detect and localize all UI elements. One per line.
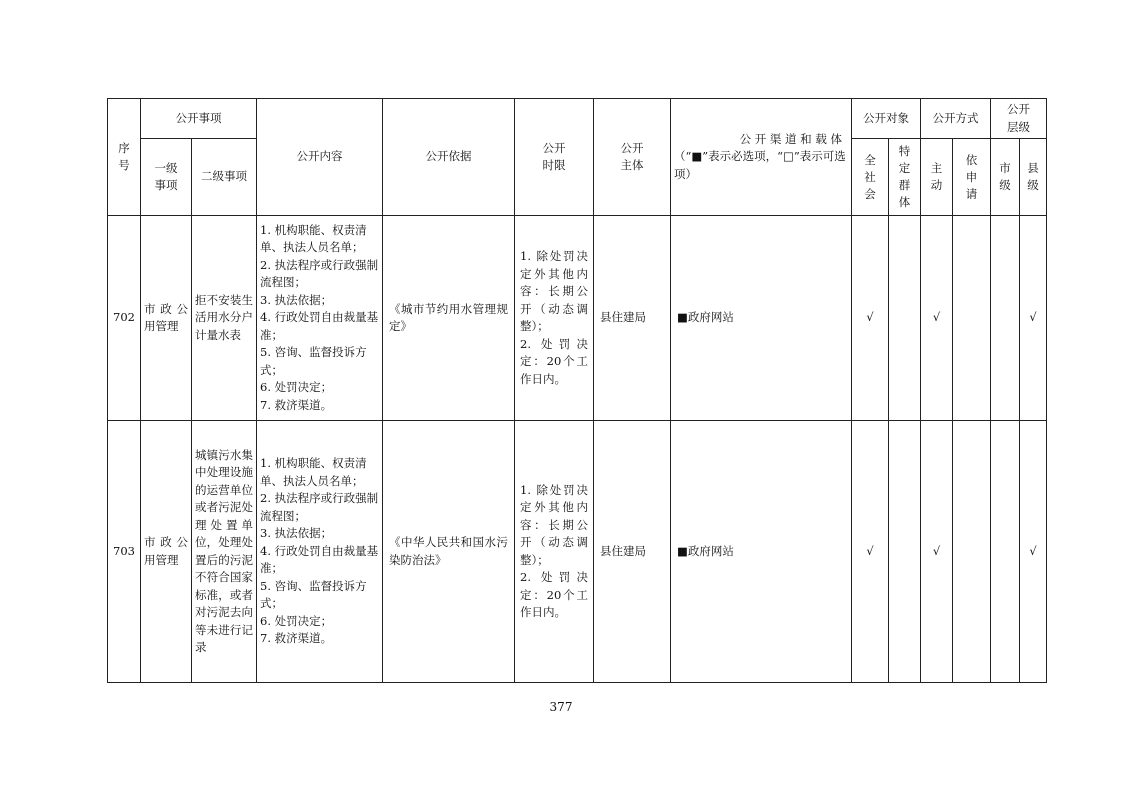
row-mode-active: √ bbox=[921, 421, 953, 683]
row-mode-active: √ bbox=[921, 216, 953, 421]
header-subject: 公开主体 bbox=[594, 99, 671, 216]
row-level-county: √ bbox=[1020, 421, 1047, 683]
header-target-specific: 特定群体 bbox=[889, 139, 921, 216]
header-mode-group: 公开方式 bbox=[921, 99, 991, 139]
content-line: 7. 救济渠道。 bbox=[260, 631, 333, 646]
time-limit-line: 2. 处罚决定：20个工作日内。 bbox=[520, 336, 588, 386]
header-basis: 公开依据 bbox=[383, 99, 515, 216]
row-basis: 《城市节约用水管理规定》 bbox=[383, 216, 515, 421]
row-subject: 县住建局 bbox=[594, 421, 671, 683]
row-seq: 703 bbox=[108, 421, 141, 683]
content-line: 6. 处罚决定； bbox=[260, 380, 333, 395]
row-content bbox=[257, 421, 383, 683]
time-limit-line: 1. 除处罚决定外其他内容：长期公开（动态调整）； bbox=[520, 482, 588, 567]
row-content bbox=[257, 216, 383, 421]
row-time-limit bbox=[515, 216, 594, 421]
content-line: 3. 执法依据； bbox=[260, 292, 333, 307]
page-number: 377 bbox=[549, 700, 573, 714]
content-line: 3. 执法依据； bbox=[260, 526, 333, 541]
header-channel-line1: 公 开 渠 道 和 载 体 bbox=[739, 131, 842, 146]
header-item-group: 公开事项 bbox=[141, 99, 257, 139]
row-level1: 市政公用管理 bbox=[141, 421, 192, 683]
header-channel-line2: （“■”表示必选项，“□”表示可选项） bbox=[674, 149, 846, 181]
content-line: 5. 咨询、监督投诉方式； bbox=[260, 578, 367, 611]
content-line: 1. 机构职能、权责清单、执法人员名单； bbox=[260, 222, 367, 255]
row-target-specific bbox=[889, 421, 921, 683]
header-level-city: 市级 bbox=[991, 139, 1020, 216]
header-target-all: 全社会 bbox=[852, 139, 889, 216]
header-time-limit: 公开时限 bbox=[515, 99, 594, 216]
table-row bbox=[108, 216, 1047, 421]
header-level-county: 县级 bbox=[1020, 139, 1047, 216]
row-level2: 城镇污水集中处理设施的运营单位或者污泥处理处置单位，处理处置后的污泥不符合国家标准，或者对污泥去向等未进行记录 bbox=[192, 421, 257, 683]
content-line: 2. 执法程序或行政强制流程图； bbox=[260, 491, 379, 523]
row-subject: 县住建局 bbox=[594, 216, 671, 421]
row-level1: 市政公用管理 bbox=[141, 216, 192, 421]
header-content: 公开内容 bbox=[257, 99, 383, 216]
row-time-limit bbox=[515, 421, 594, 683]
disclosure-table bbox=[107, 98, 1047, 683]
time-limit-line: 1. 除处罚决定外其他内容：长期公开（动态调整）； bbox=[520, 249, 588, 333]
header-level1: 一级事项 bbox=[141, 139, 192, 216]
header-mode-active: 主动 bbox=[921, 139, 953, 216]
row-target-specific bbox=[889, 216, 921, 421]
row-level2: 拒不安装生活用水分户计量水表 bbox=[192, 216, 257, 421]
header-mode-apply: 依申请 bbox=[953, 139, 991, 216]
content-line: 6. 处罚决定； bbox=[260, 613, 333, 628]
content-line: 5. 咨询、监督投诉方式； bbox=[260, 345, 367, 377]
content-line: 1. 机构职能、权责清单、执法人员名单； bbox=[260, 456, 367, 488]
header-seq: 序号 bbox=[108, 99, 141, 216]
row-channel: ■政府网站 bbox=[671, 421, 852, 683]
row-basis: 《中华人民共和国水污染防治法》 bbox=[383, 421, 515, 683]
row-target-all: √ bbox=[852, 421, 889, 683]
row-seq: 702 bbox=[108, 216, 141, 421]
row-level-county: √ bbox=[1020, 216, 1047, 421]
row-mode-apply bbox=[953, 421, 991, 683]
header-channel bbox=[671, 99, 852, 216]
content-line: 2. 执法程序或行政强制流程图； bbox=[260, 257, 379, 290]
row-level-city bbox=[991, 216, 1020, 421]
header-target-group: 公开对象 bbox=[852, 99, 921, 139]
content-line: 7. 救济渠道。 bbox=[260, 397, 333, 412]
time-limit-line: 2. 处罚决定：20个工作日内。 bbox=[520, 570, 588, 619]
header-level-group: 公开层级 bbox=[991, 99, 1047, 139]
content-line: 4. 行政处罚自由裁量基准； bbox=[260, 310, 379, 342]
row-channel: ■政府网站 bbox=[671, 216, 852, 421]
row-mode-apply bbox=[953, 216, 991, 421]
row-target-all: √ bbox=[852, 216, 889, 421]
table-row bbox=[108, 421, 1047, 683]
row-level-city bbox=[991, 421, 1020, 683]
content-line: 4. 行政处罚自由裁量基准； bbox=[260, 543, 379, 576]
header-level2: 二级事项 bbox=[192, 139, 257, 216]
